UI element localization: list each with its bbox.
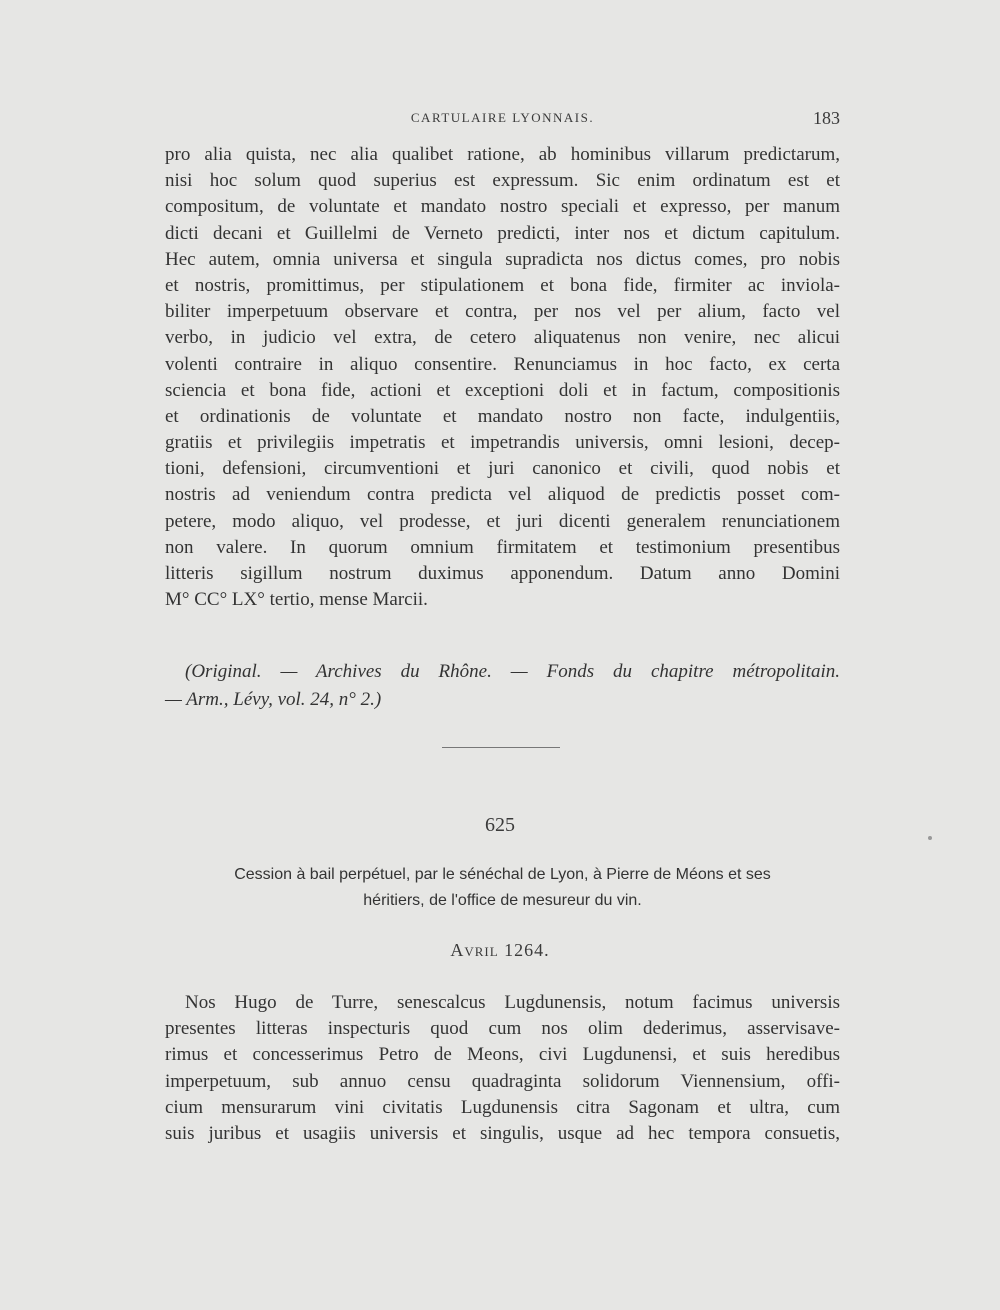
document-number: 625 bbox=[485, 814, 515, 836]
text-line: presentes litteras inspecturis quod cum nos olim dederimus, asservisave- bbox=[165, 1018, 840, 1040]
date-initial: A bbox=[450, 940, 465, 960]
text-line: volenti contraire in aliquo consentire. Renunciamus in hoc facto, ex certa bbox=[165, 353, 840, 375]
text-line: pro alia quista, nec alia qualibet ratione, ab hominibus villarum predictarum, bbox=[165, 144, 840, 165]
running-title: CARTULAIRE LYONNAIS. bbox=[410, 110, 595, 125]
charter-text bbox=[165, 990, 840, 1147]
text-line: verbo, in judicio vel extra, de cetero aliquatenus non venire, nec alicui bbox=[165, 327, 840, 349]
citation-line: — Arm., Lévy, vol. 24, n° 2.) bbox=[165, 689, 382, 710]
text-line: Hec autem, omnia universa et singula supradicta nos dictus comes, pro nobis bbox=[165, 248, 840, 270]
text-line: et ordinationis de voluntate et mandato nostro non facte, indulgentiis, bbox=[165, 405, 840, 427]
summary-line: Cession à bail perpétuel, par le sénéchal de Lyon, à Pierre de Méons et ses bbox=[234, 866, 771, 883]
text-line: litteris sigillum nostrum duximus apponendum. Datum anno Domini bbox=[165, 563, 840, 584]
text-line: imperpetuum, sub annuo censu quadraginta solidorum Viennensium, offi- bbox=[165, 1070, 840, 1092]
document-summary bbox=[165, 862, 840, 914]
text-line: non valere. In quorum omnium firmitatem et testimonium presentibus bbox=[165, 536, 840, 558]
source-citation bbox=[165, 658, 840, 714]
text-line: M° CC° LX° tertio, mense Marcii. bbox=[165, 589, 428, 611]
text-line: gratiis et privilegiis impetratis et impetrandis universis, omni lesioni, decep- bbox=[165, 432, 840, 454]
citation-line: (Original. — Archives du Rhône. — Fonds du chapitre métropolitain. bbox=[185, 661, 840, 682]
text-line: suis juribus et usagiis universis et singulis, usque ad hec tempora consuetis, bbox=[165, 1122, 840, 1144]
text-line: nostris ad veniendum contra predicta vel aliquod de predictis posset com- bbox=[165, 484, 840, 506]
page-number: 183 bbox=[813, 108, 840, 128]
date-month-smallcaps: VRIL bbox=[464, 944, 499, 959]
text-line: rimus et concesserimus Petro de Meons, civi Lugdunensi, et suis heredibus bbox=[165, 1044, 840, 1066]
text-line: nisi hoc solum quod superius est expressum. Sic enim ordinatum est et bbox=[165, 170, 840, 192]
text-line: et nostris, promittimus, per stipulationem et bona fide, firmiter ac inviola- bbox=[165, 274, 840, 296]
summary-line: héritiers, de l'office de mesureur du vin. bbox=[363, 892, 642, 909]
text-line: biliter imperpetuum observare et contra, per nos vel per alium, facto vel bbox=[165, 301, 840, 323]
charter-text-continued bbox=[165, 142, 840, 613]
text-line: petere, modo aliquo, vel prodesse, et juri dicenti generalem renunciationem bbox=[165, 510, 840, 532]
text-line: Nos Hugo de Turre, senescalcus Lugdunensis, notum facimus universis bbox=[185, 992, 840, 1013]
section-divider bbox=[442, 747, 560, 748]
document-date bbox=[0, 940, 1000, 961]
text-line: compositum, de voluntate et mandato nostro speciali et expresso, per manum bbox=[165, 196, 840, 218]
paper-speck bbox=[928, 836, 932, 840]
page-header bbox=[165, 110, 840, 132]
text-line: dicti decani et Guillelmi de Verneto predicti, inter nos et dictum capitulum. bbox=[165, 222, 840, 244]
text-line: sciencia et bona fide, actioni et exceptioni doli et in factum, compositionis bbox=[165, 379, 840, 401]
text-line: cium mensurarum vini civitatis Lugdunensis citra Sagonam et ultra, cum bbox=[165, 1096, 840, 1118]
date-year: 1264. bbox=[498, 940, 550, 960]
text-line: tioni, defensioni, circumventioni et juri canonico et civili, quod nobis et bbox=[165, 458, 840, 480]
